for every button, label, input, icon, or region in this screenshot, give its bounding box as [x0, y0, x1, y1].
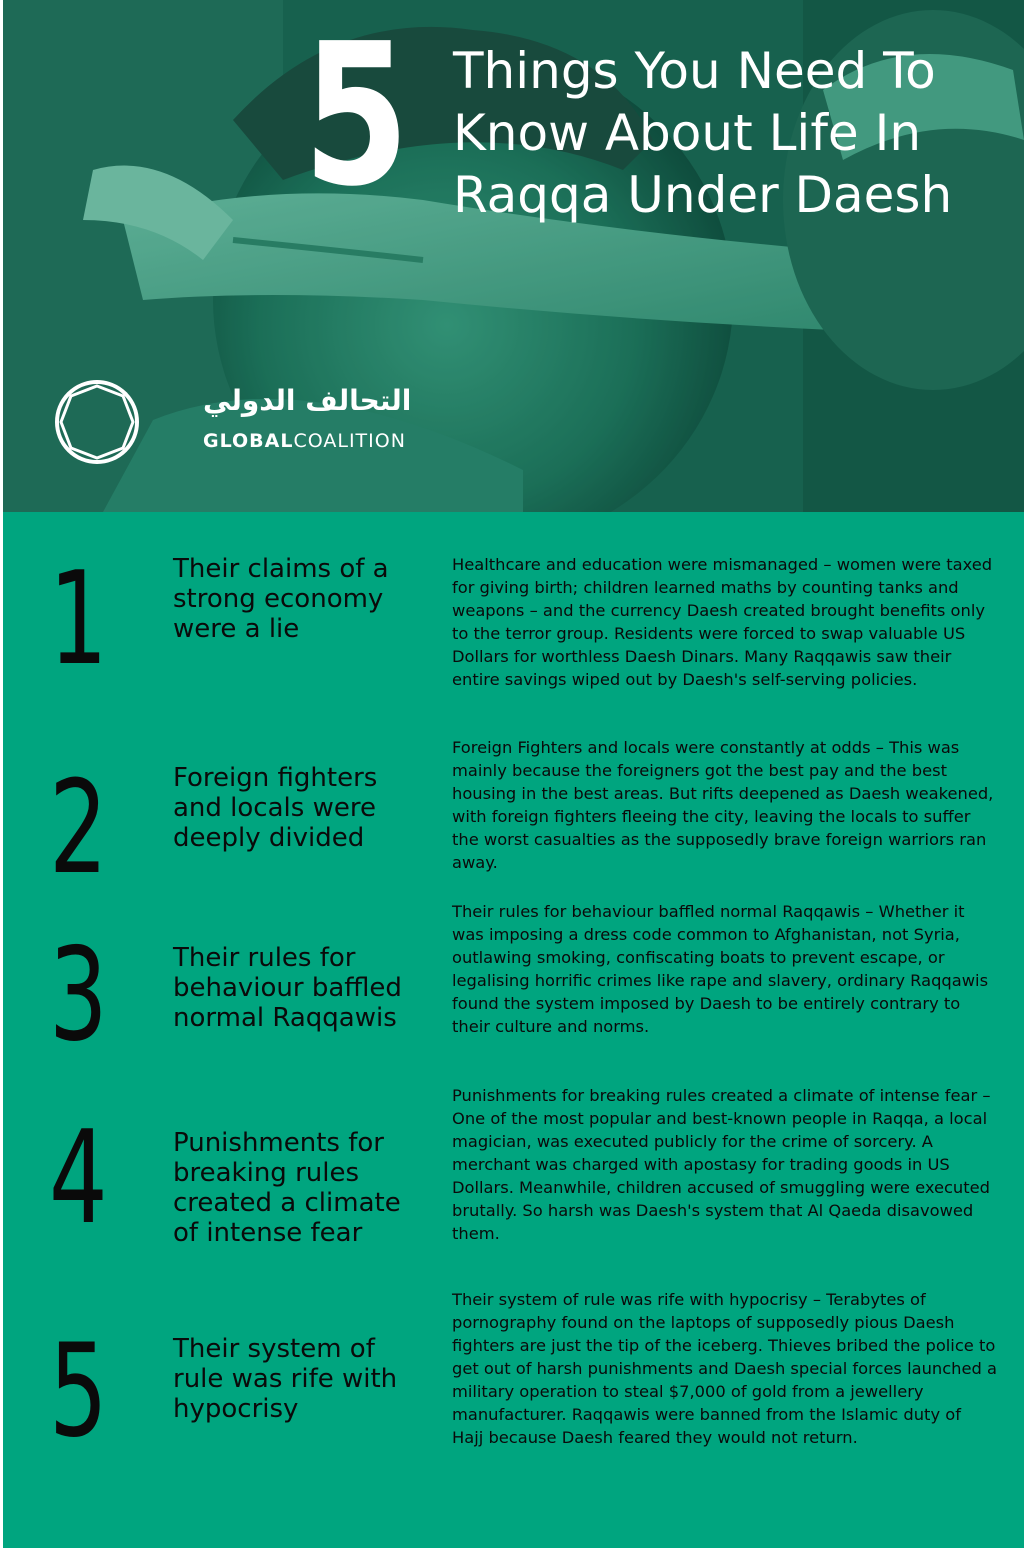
item-title: Their system of rule was rife with hypocrisy: [173, 1334, 398, 1424]
item-title: Their claims of a strong economy were a lie: [173, 554, 389, 644]
title-line: Things You Need To: [453, 42, 936, 100]
logo-arabic-text: التحالف الدولي: [203, 384, 412, 417]
infographic-poster: [3, 0, 1024, 1548]
title-line: Raqqa Under Daesh: [453, 166, 953, 224]
item-body: Their rules for behaviour baffled normal Raqqawis – Whether it was imposing a dress code common to Afghanistan, not Syria, outlawing smoking, confiscating boats to prevent escape, or legalising horrific crimes like rape and slavery, ordinary Raqqawis found the system imposed by Daesh to be entirely contrary to their culture and norms.: [452, 902, 989, 1036]
item-number: 5: [49, 1317, 108, 1466]
item-number: 1: [49, 545, 108, 694]
logo-latin-bold: GLOBAL: [203, 430, 294, 452]
item-body: Punishments for breaking rules created a climate of intense fear – One of the most popular and best-known people in Raqqa, a local magician, was executed publicly for the crime of sorcery. A merchant was charged with apostasy for trading goods in US Dollars. Meanwhile, children accused of smuggling were executed brutally. So harsh was Daesh's system that Al Qaeda disavowed them.: [452, 1086, 991, 1243]
item-body: Their system of rule was rife with hypocrisy – Terabytes of pornography found on the laptops of supposedly pious Daesh fighters are just the tip of the iceberg. Thieves bribed the police to get out of harsh punishments and Daesh special forces launched a military operation to steal $7,000 of gold from a jewellery manufacturer. Raqqawis were banned from the Islamic duty of Hajj because Daesh feared they would not return.: [452, 1290, 997, 1447]
item-number: 4: [49, 1104, 108, 1253]
header-photo: [3, 0, 1024, 512]
headline-number: 5: [303, 2, 407, 230]
coalition-ring-icon: [51, 376, 143, 468]
logo-latin-text: [203, 430, 406, 452]
global-coalition-logo: [51, 376, 412, 466]
page-title: [453, 40, 1013, 226]
item-title: Foreign fighters and locals were deeply divided: [173, 763, 378, 853]
item-title: Punishments for breaking rules created a climate of intense fear: [173, 1128, 401, 1248]
item-title: Their rules for behaviour baffled normal Raqqawis: [173, 943, 402, 1033]
item-body: Foreign Fighters and locals were constantly at odds – This was mainly because the foreigners got the best pay and the best housing in the best areas. But rifts deepened as Daesh weakened, with foreign fighters fleeing the city, leaving the locals to suffer the worst casualties as the supposedly brave foreign warriors ran away.: [452, 738, 994, 872]
logo-latin-regular: COALITION: [293, 430, 406, 452]
item-body: Healthcare and education were mismanaged – women were taxed for giving birth; children learned maths by counting tanks and weapons – and the currency Daesh created brought benefits only to the terror group. Residents were forced to swap valuable US Dollars for worthless Daesh Dinars. Many Raqqawis saw their entire savings wiped out by Daesh's self-serving policies.: [452, 555, 993, 689]
title-line: Know About Life In: [453, 104, 922, 162]
item-number: 3: [49, 921, 108, 1070]
item-number: 2: [49, 754, 108, 903]
